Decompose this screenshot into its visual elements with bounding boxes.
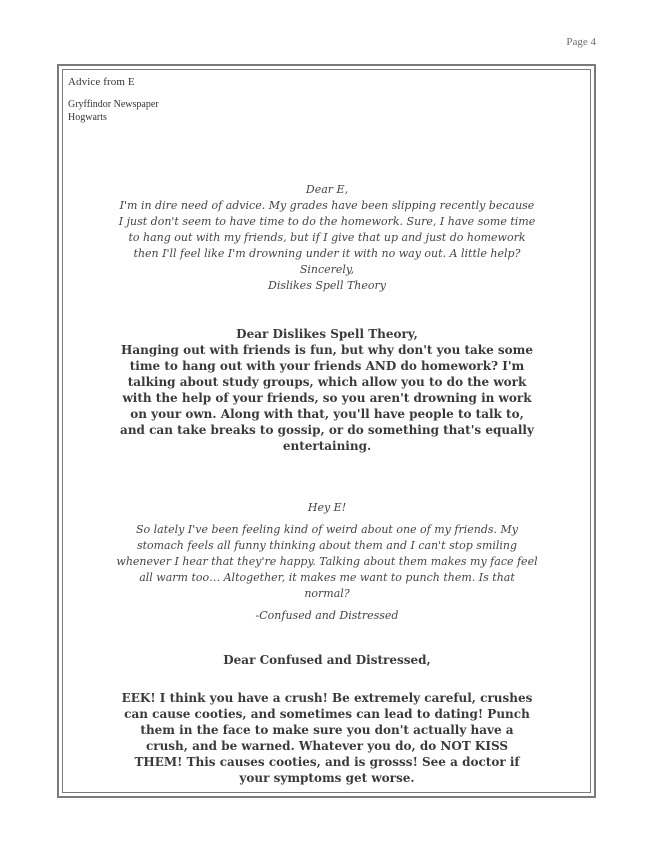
reply-body: EEK! I think you have a crush! Be extremely careful, crushes can cause cooties, and sometimes can lead to dating! Punch them in the face to make sure you don't actually have a crush, and be warned. Whatever you do, do NOT KISS THEM! This causes cooties, and is grosss! See a doctor if your symptoms get worse. — [121, 691, 533, 785]
letter-salutation: Dear E, — [305, 183, 349, 196]
letter-body: I'm in dire need of advice. My grades have been slipping recently because I just don't seem to have time to do the homework. Sure, I have some time to hang out with my friends, but if I give that up and just do homework then I'll feel like I'm drowning under it with no way out. A little help? — [118, 199, 536, 260]
reply-salutation: Dear Dislikes Spell Theory, — [236, 327, 418, 341]
letter-signature: Dislikes Spell Theory — [268, 279, 386, 292]
column-title: Advice from E — [68, 76, 135, 88]
letter-confused-and-distressed — [116, 500, 538, 624]
publication-name: Gryffindor Newspaper — [68, 99, 159, 110]
column-header — [68, 76, 159, 124]
publication-location: Hogwarts — [68, 112, 107, 123]
letter-body: So lately I've been feeling kind of weird about one of my friends. My stomach feels all funny thinking about them and I can't stop smiling whenever I hear that they're happy. Talking about them makes my face feel all warm too… Altogether, it makes me want to punch them. Is that normal? — [116, 523, 538, 600]
page-number: Page 4 — [566, 36, 596, 48]
letter-signature: -Confused and Distressed — [255, 609, 399, 622]
reply-confused-and-distressed — [120, 652, 534, 786]
letter-dislikes-spell-theory — [116, 182, 538, 294]
reply-salutation: Dear Confused and Distressed, — [223, 653, 431, 667]
letter-salutation: Hey E! — [307, 501, 347, 514]
letter-closing: Sincerely, — [299, 263, 355, 276]
reply-body: Hanging out with friends is fun, but why don't you take some time to hang out with your friends AND do homework? I'm talking about study groups, which allow you to do the work with the help of your friends, so you aren't drowning in work on your own. Along with that, you'll have people to talk to, and can take breaks to gossip, or do something that's equally entertaining. — [120, 343, 534, 453]
reply-dislikes-spell-theory — [120, 326, 534, 454]
